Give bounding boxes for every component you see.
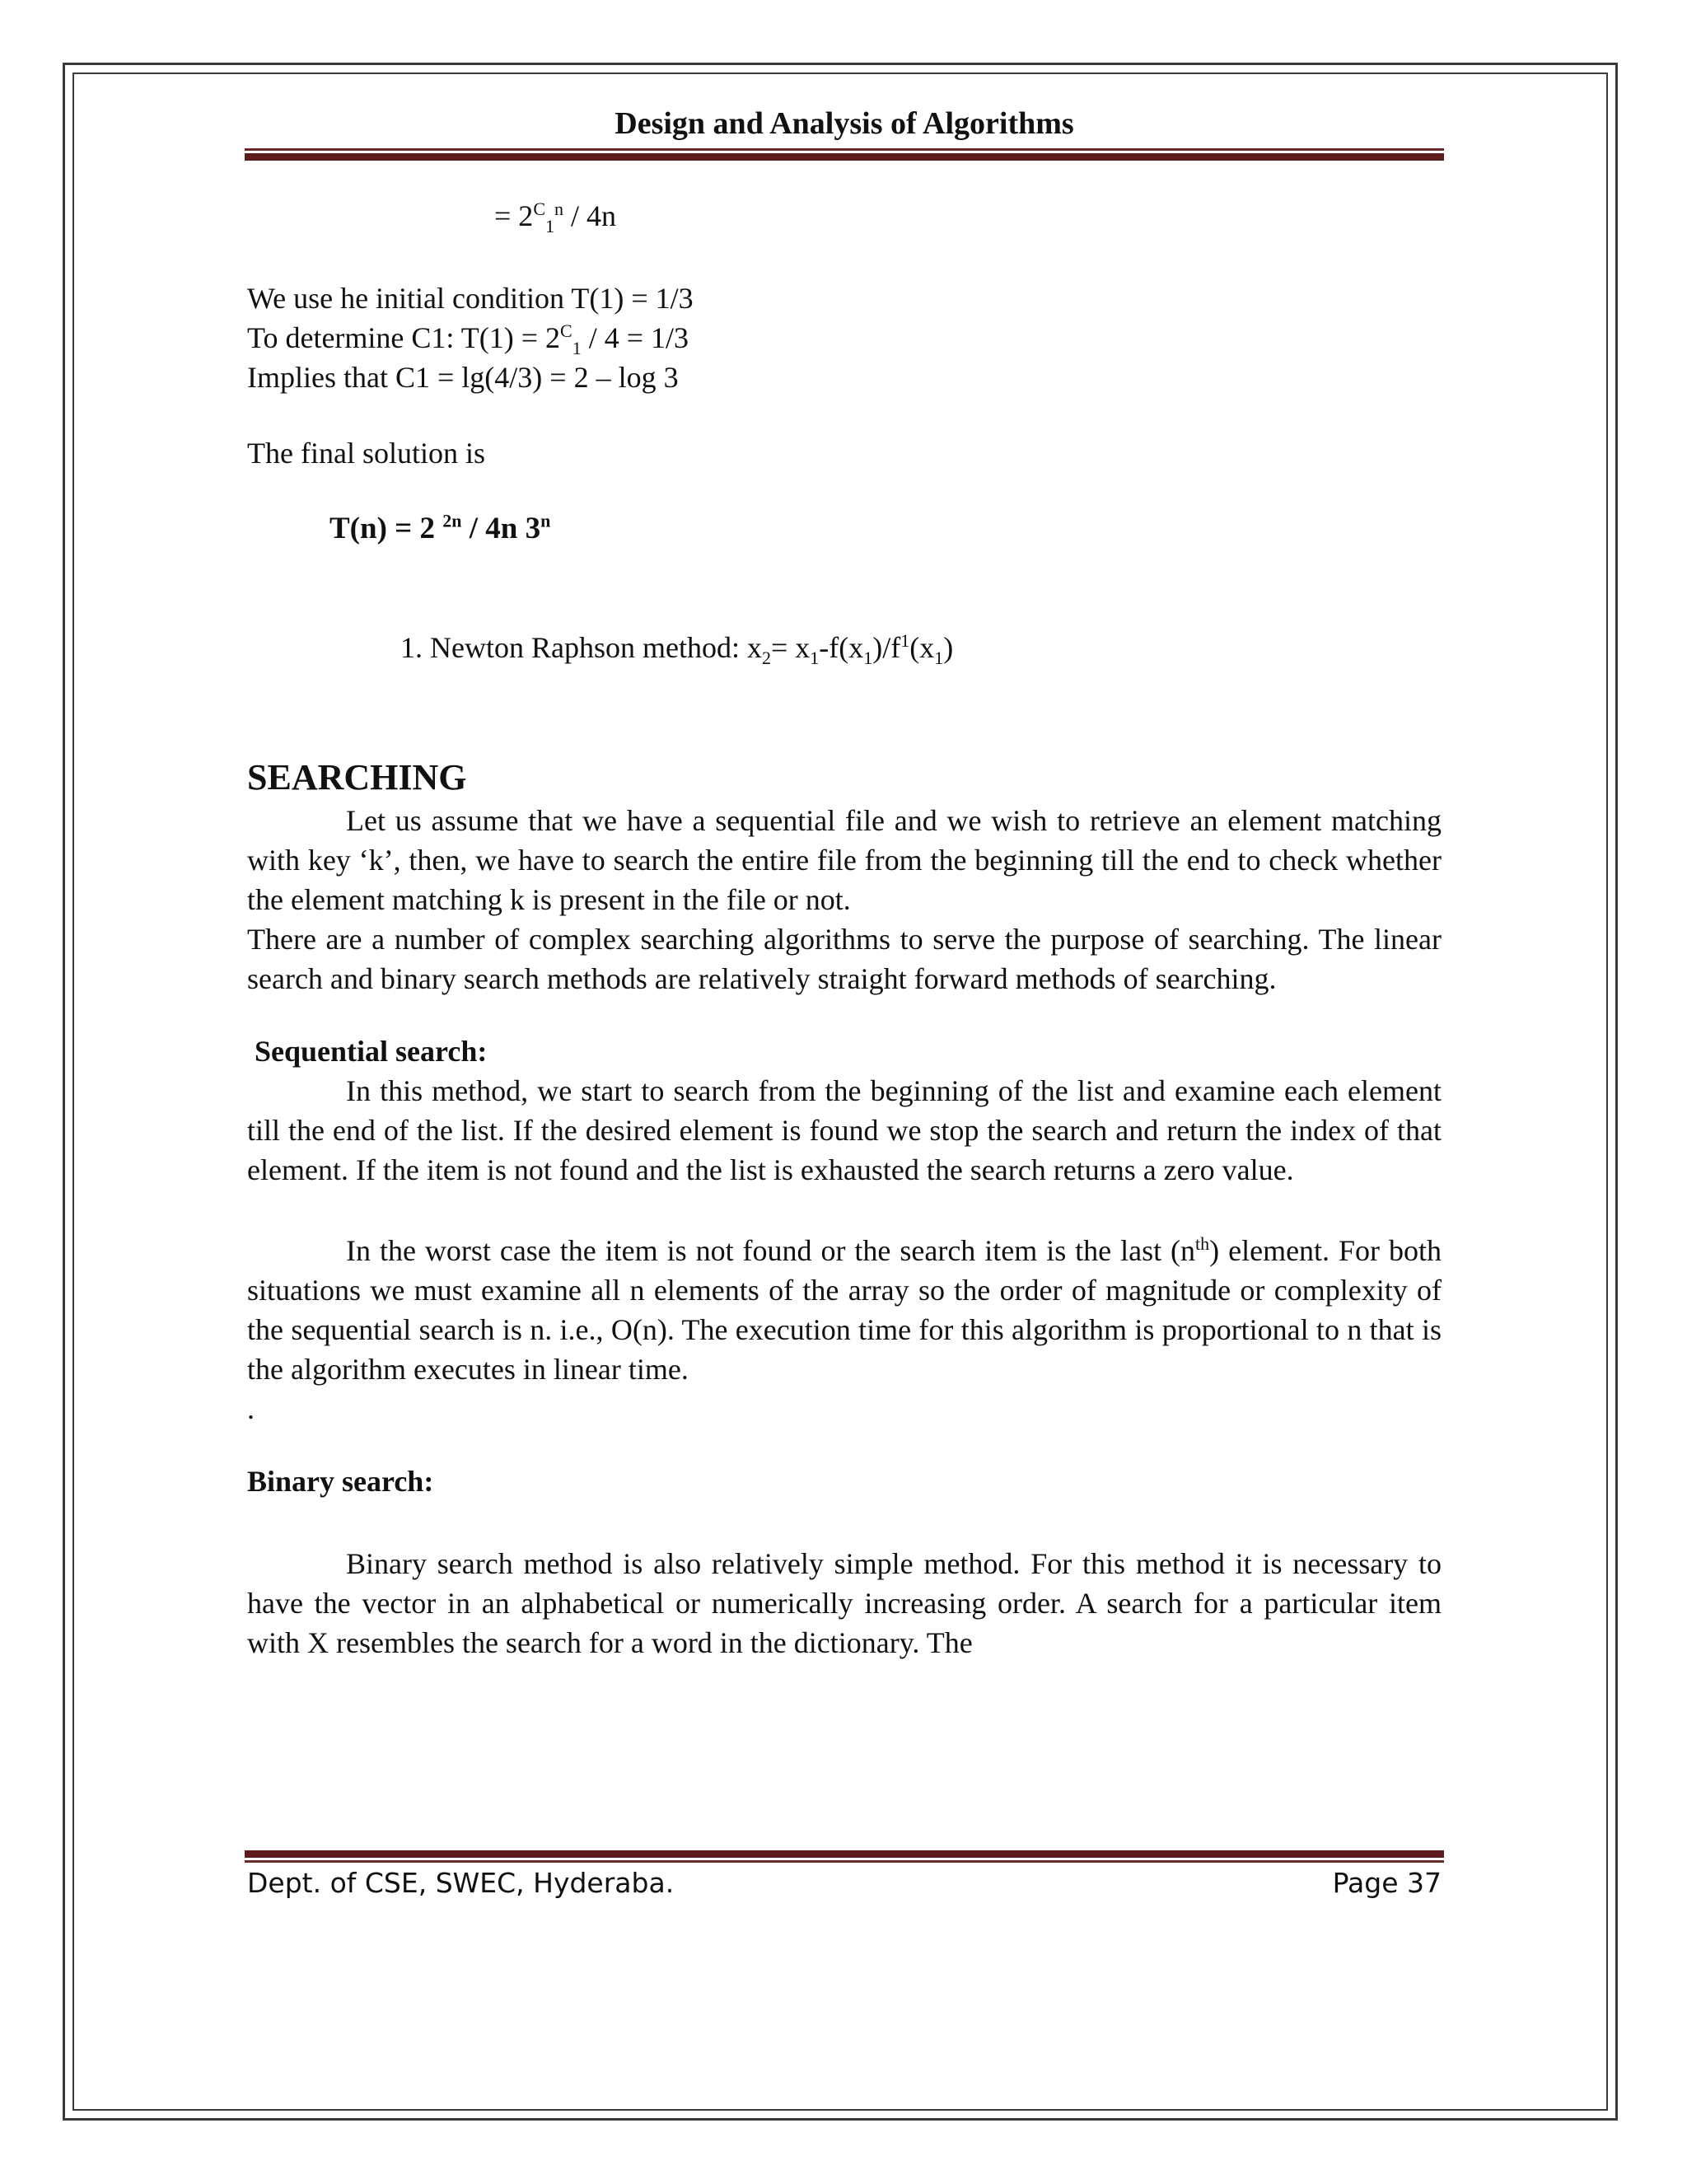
footer-rule	[245, 1850, 1444, 1863]
footer-department: Dept. of CSE, SWEC, Hyderaba.	[247, 1867, 675, 1899]
subheading-binary-search: Binary search:	[247, 1465, 434, 1498]
header-title: Design and Analysis of Algorithms	[615, 106, 1074, 141]
page-content	[247, 196, 1442, 1663]
searching-paragraph-1: Let us assume that we have a sequential file and we wish to retrieve an element matching with key ‘k’, then, we have to search the entire file from the beginning till the end to check whether the element matching k is present in the file or not.	[247, 804, 1442, 916]
initial-condition: We use he initial condition T(1) = 1/3	[247, 282, 694, 315]
worst-case-paragraph: In the worst case the item is not found or the search item is the last $(n^{th})$ element. For both situations we must examine all n elements of the array so the order of magnitude or complexity of the sequential search is n. i.e., O(n). The execution time for this algorithm is proportional to n that is the algorithm executes in linear time.	[247, 1233, 1442, 1386]
subheading-sequential-search: Sequential search:	[247, 1035, 488, 1068]
determine-c1: To determine C1: $T(1) = 2^C_1 / 4 = 1/3$	[247, 320, 689, 359]
implies-line: Implies that C1 = lg(4/3) = 2 – log 3	[247, 361, 679, 394]
newton-raphson-line: 1. Newton Raphson method: $x_2= x_1-f(x_1)/f^1(x_1)$	[400, 630, 954, 669]
stray-dot: .	[247, 1392, 255, 1425]
sequential-paragraph: In this method, we start to search from the beginning of the list and examine each element till the end of the list. If the desired element is found we stop the search and return the index of that element. If the item is not found and the list is exhausted the search returns a zero value.	[247, 1074, 1442, 1186]
final-solution-intro: The final solution is	[247, 437, 485, 470]
equation-line: = $2^C_1^n / 4n$	[494, 199, 617, 237]
final-equation: T(n) = 2 $^{2n}$ / 4n 3$^n$	[329, 510, 551, 545]
searching-paragraph-2: There are a number of complex searching algorithms to serve the purpose of searching. The linear search and binary search methods are relatively straight forward methods of searching.	[247, 923, 1442, 995]
header-rule	[245, 148, 1444, 161]
binary-search-paragraph: Binary search method is also relatively simple method. For this method it is necessary to have the vector in an alphabetical or numerically increasing order. A search for a particular item with X resembles the search for a word in the dictionary. The	[247, 1547, 1442, 1659]
section-title-searching: SEARCHING	[247, 757, 467, 797]
footer-page-number: Page 37	[1332, 1867, 1442, 1899]
